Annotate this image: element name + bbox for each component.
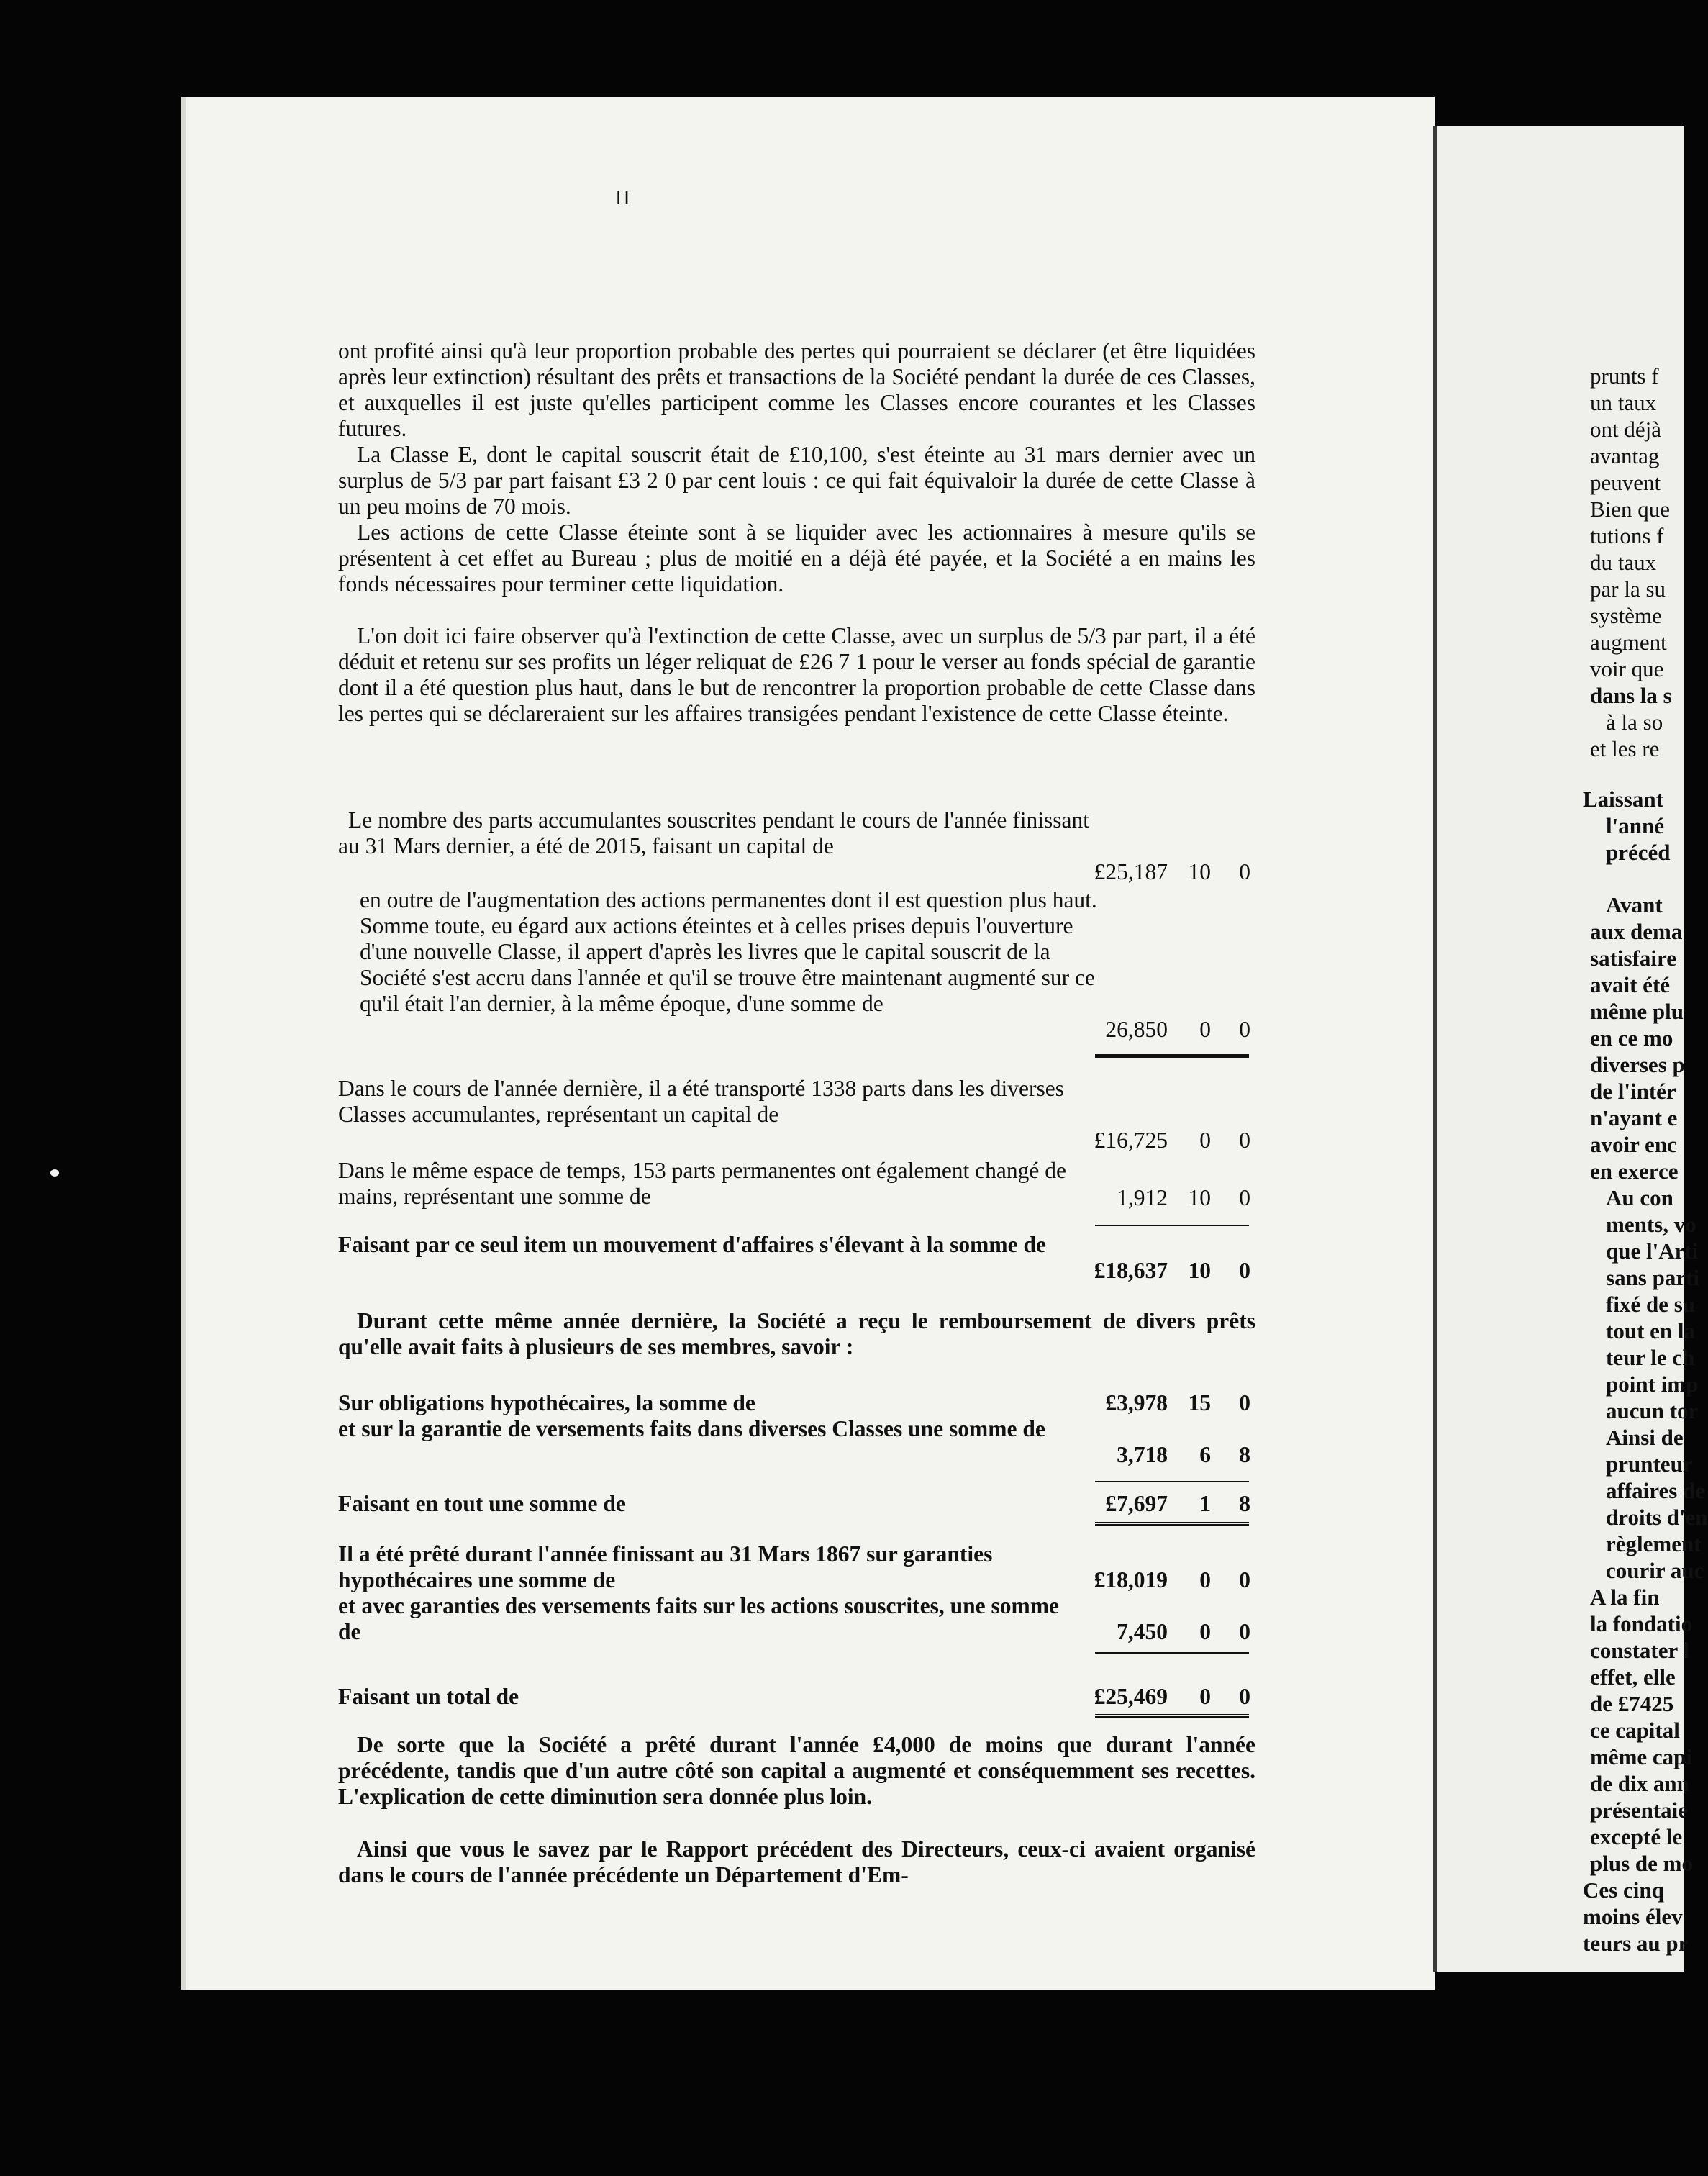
statement-prete-text: Il a été prêté durant l'année finissant au 31 Mars 1867 sur garanties hypothécaires une somme de	[338, 1541, 993, 1592]
facing-line: voir que	[1590, 656, 1664, 681]
facing-line: de dix ann	[1590, 1771, 1689, 1796]
facing-line: avantag	[1590, 443, 1660, 468]
facing-line: par la su	[1590, 576, 1666, 602]
facing-line: affaires de	[1606, 1478, 1706, 1503]
statement-augmentation-text: en outre de l'augmentation des actions permanentes dont il est question plus haut. Somme toute, eu égard aux actions éteintes et à celles prises depuis l'ouverture d'une nouvelle Classe, il appert d'après les livres que le capital souscrit de la Société s'est accru dans l'année et qu'il se trouve être maintenant augmenté sur ce qu'il était l'an dernier, à la même époque, d'une somme de	[360, 887, 1097, 1016]
amount-shillings: 0	[1199, 1017, 1211, 1042]
amount-shillings: 0	[1199, 1567, 1211, 1592]
facing-line: de l'intér	[1590, 1079, 1676, 1104]
facing-line: prunts f	[1590, 363, 1659, 389]
facing-line: courir auc	[1606, 1558, 1704, 1583]
statement-total-rembourse-text: Faisant en tout une somme de	[338, 1491, 626, 1516]
statement-prete-actions-amount	[338, 1619, 1255, 1645]
scan-speck	[50, 1169, 59, 1177]
amount-shillings: 10	[1188, 1258, 1211, 1283]
facing-line: fixé de su	[1606, 1292, 1695, 1317]
statement-versements-amount	[338, 1442, 1255, 1468]
facing-line: teurs au pr	[1583, 1931, 1689, 1956]
amount-shillings: 1	[1199, 1491, 1211, 1516]
amount-pence: 0	[1239, 1258, 1250, 1283]
facing-line: augment	[1590, 630, 1667, 655]
facing-line: A la fin	[1590, 1585, 1660, 1610]
amount-pounds: £18,019	[1094, 1567, 1168, 1592]
amount-shillings: 10	[1188, 1185, 1211, 1210]
facing-line: règlement	[1606, 1531, 1702, 1556]
amount-pence: 0	[1239, 1619, 1250, 1644]
facing-line: l'anné	[1606, 813, 1664, 838]
amount-pounds: 1,912	[1117, 1185, 1168, 1210]
facing-line: la fondatio	[1590, 1611, 1693, 1636]
facing-line: tout en la	[1606, 1318, 1695, 1343]
facing-line: ont déjà	[1590, 417, 1661, 442]
amount-shillings: 6	[1199, 1442, 1211, 1467]
page-number: II	[615, 187, 632, 209]
paragraph-1: ont profité ainsi qu'à leur proportion probable des pertes qui pourraient se déclarer (et être liquidées après leur extinction) résultant des prêts et transactions de la Société pendant la durée de ces Classes, et auxquelles il est juste qu'elles participent comme les Classes encore courantes et les Classes futures.	[338, 338, 1255, 441]
statement-parts-amount	[338, 859, 1255, 885]
facing-line: Ainsi de	[1606, 1425, 1684, 1450]
statement-prete-actions-text: et avec garanties des versements faits sur les actions souscrites, une somme de	[338, 1593, 1060, 1644]
facing-line: avait été	[1590, 972, 1671, 997]
amount-pounds: £7,697	[1105, 1491, 1168, 1516]
amount-pounds: £18,637	[1094, 1258, 1168, 1283]
facing-line: à la so	[1606, 710, 1663, 735]
facing-line: n'ayant e	[1590, 1105, 1678, 1130]
facing-line: Avant	[1606, 892, 1663, 917]
facing-line: tutions f	[1590, 523, 1664, 548]
facing-line: moins élev	[1583, 1904, 1683, 1929]
facing-line: aux dema	[1590, 919, 1683, 944]
facing-line: point imp	[1606, 1372, 1699, 1397]
double-rule	[1095, 1714, 1249, 1718]
statement-remboursement-text: Durant cette même année dernière, la Société a reçu le remboursement de divers prêts qu'elle avait faits à plusieurs de ses membres, savoir :	[338, 1308, 1255, 1359]
amount-shillings: 0	[1199, 1128, 1211, 1153]
rule	[1095, 1652, 1249, 1654]
amount-pounds: 26,850	[1105, 1017, 1168, 1042]
facing-line: que l'Arti	[1606, 1238, 1699, 1264]
statement-total-prete-text: Faisant un total de	[338, 1684, 519, 1709]
facing-line: même plu	[1590, 999, 1684, 1024]
amount-pounds: £16,725	[1094, 1128, 1168, 1153]
statement-versements-text: et sur la garantie de versements faits dans diverses Classes une somme de	[338, 1416, 1045, 1441]
amount-shillings: 15	[1188, 1390, 1211, 1415]
facing-line: un taux	[1590, 390, 1657, 415]
facing-line: diverses p	[1590, 1052, 1685, 1077]
facing-line: dans la s	[1590, 683, 1672, 708]
statement-total-prete-amount	[338, 1684, 1255, 1710]
facing-line: et les re	[1590, 736, 1660, 761]
facing-line: excepté le	[1590, 1824, 1683, 1849]
facing-line: plus de mo	[1590, 1851, 1693, 1876]
amount-pence: 0	[1239, 1567, 1250, 1592]
statement-augmentation-amount	[338, 1017, 1255, 1043]
facing-line: ments, vo	[1606, 1212, 1696, 1237]
facing-line: aucun tor	[1606, 1398, 1699, 1423]
facing-line: constater l	[1590, 1638, 1690, 1663]
paragraph-4: L'on doit ici faire observer qu'à l'extinction de cette Classe, avec un surplus de 5/3 par part, il a été déduit et retenu sur ses profits un léger reliquat de £26 7 1 pour le verser au fonds spécial de garantie dont il a été question plus haut, dans le but de rencontrer la proportion probable de cette Classe dans les pertes qui se déclareraient sur les affaires transigées pendant l'existence de cette Classe éteinte.	[338, 623, 1255, 726]
facing-line: droits d'en	[1606, 1505, 1708, 1530]
amount-pounds: £25,469	[1094, 1684, 1168, 1709]
facing-line: Laissant	[1583, 786, 1663, 812]
amount-pence: 0	[1239, 1185, 1250, 1210]
paragraph-2: La Classe E, dont le capital souscrit était de £10,100, s'est éteinte au 31 mars dernier avec un surplus de 5/3 par part faisant £3 2 0 par cent louis : ce qui fait équivaloir la durée de cette Classe à un peu moins de 70 mois.	[338, 442, 1255, 519]
statement-hypothecaires-text: Sur obligations hypothécaires, la somme de	[338, 1390, 755, 1415]
amount-pounds: 7,450	[1117, 1619, 1168, 1644]
amount-pounds: £25,187	[1094, 859, 1168, 884]
closing-paragraph-1: De sorte que la Société a prêté durant l'année £4,000 de moins que durant l'année précédente, tandis que d'un autre côté son capital a augmenté et conséquemment ses recettes. L'explication de cette diminution sera donnée plus loin.	[338, 1732, 1255, 1809]
facing-line: du taux	[1590, 550, 1657, 575]
amount-pence: 0	[1239, 1390, 1250, 1415]
paragraph-3: Les actions de cette Classe éteinte sont à se liquider avec les actionnaires à mesure qu'ils se présentent à cet effet au Bureau ; plus de moitié en a déjà été payée, et la Société a en mains les fonds nécessaires pour terminer cette liquidation.	[338, 520, 1255, 597]
statement-hypothecaires-amount	[338, 1390, 1255, 1416]
statement-mouvement-text: Faisant par ce seul item un mouvement d'affaires s'élevant à la somme de	[338, 1232, 1046, 1257]
closing-paragraph-2: Ainsi que vous le savez par le Rapport précédent des Directeurs, ceux-ci avaient organisé dans le cours de l'année précédente un Département d'Em-	[338, 1836, 1255, 1887]
amount-pence: 8	[1239, 1442, 1250, 1467]
amount-pence: 0	[1239, 1017, 1250, 1042]
facing-line: ce capital	[1590, 1718, 1680, 1743]
facing-line: système	[1590, 603, 1662, 628]
amount-pounds: £3,978	[1105, 1390, 1168, 1415]
statement-permanentes-amount	[338, 1185, 1255, 1211]
statement-prete-amount	[338, 1567, 1255, 1593]
rule	[1095, 1481, 1249, 1482]
statement-parts-text: Le nombre des parts accumulantes souscrites pendant le cours de l'année finissant au 31 Mars dernier, a été de 2015, faisant un capital de	[338, 807, 1089, 858]
facing-line: sans parti	[1606, 1265, 1700, 1290]
amount-pence: 8	[1239, 1491, 1250, 1516]
facing-line: effet, elle	[1590, 1664, 1676, 1690]
facing-line: Au con	[1606, 1185, 1673, 1210]
double-rule	[1095, 1054, 1249, 1058]
statement-total-rembourse-amount	[338, 1491, 1255, 1517]
statement-mouvement-amount	[338, 1258, 1255, 1284]
facing-line: en ce mo	[1590, 1025, 1673, 1051]
facing-line: présentaie	[1590, 1798, 1689, 1823]
facing-line: peuvent	[1590, 470, 1661, 495]
amount-shillings: 0	[1199, 1619, 1211, 1644]
facing-line: précéd	[1606, 840, 1671, 865]
facing-line: de £7425	[1590, 1691, 1674, 1716]
amount-pounds: 3,718	[1117, 1442, 1168, 1467]
amount-pence: 0	[1239, 859, 1250, 884]
facing-line: teur le ch	[1606, 1345, 1695, 1370]
facing-line: en exerce	[1590, 1159, 1679, 1184]
facing-line: satisfaire	[1590, 946, 1676, 971]
statement-transport-text: Dans le cours de l'année dernière, il a été transporté 1338 parts dans les diverses Classes accumulantes, représentant un capital de	[338, 1076, 1064, 1127]
amount-pence: 0	[1239, 1684, 1250, 1709]
facing-line: avoir enc	[1590, 1132, 1677, 1157]
facing-line: Bien que	[1590, 497, 1671, 522]
facing-line: prunteur	[1606, 1451, 1693, 1477]
double-rule	[1095, 1522, 1249, 1526]
amount-shillings: 10	[1188, 859, 1211, 884]
statement-transport-amount	[338, 1128, 1255, 1153]
facing-line: même capi	[1590, 1744, 1693, 1769]
amount-pence: 0	[1239, 1128, 1250, 1153]
amount-shillings: 0	[1199, 1684, 1211, 1709]
facing-line: Ces cinq	[1583, 1877, 1664, 1903]
statement-permanentes-text: Dans le même espace de temps, 153 parts permanentes ont également changé de mains, représentant une somme de	[338, 1158, 1066, 1209]
rule	[1095, 1225, 1249, 1226]
